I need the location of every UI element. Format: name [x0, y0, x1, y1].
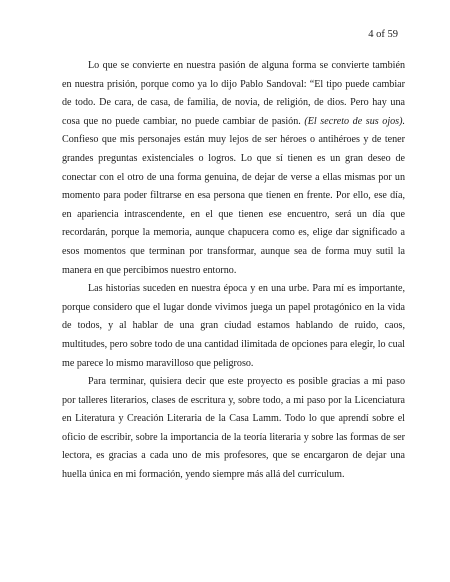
- page-number: 4 of 59: [368, 29, 398, 40]
- paragraph-closing: Para terminar, quisiera decir que este proyecto es posible gracias a mi paso por talleres literarios, clases de escritura y, sobre todo, a mi paso por la Licenciatura en Literatura y Creación Literaria de la Casa Lamm. Todo lo que aprendí sobre el oficio de escribir, sobre la importancia de la teoría literaria y sobre las formas de ser lectora, es gracias a cada uno de mis profesores, que se encargaron de dejar una huella única en mi formación, yendo siempre más allá del currículum.: [62, 376, 405, 481]
- film-title-citation: (El secreto de sus ojos).: [304, 115, 405, 127]
- paragraph-city: Las historias suceden en nuestra época y en una urbe. Para mí es importante, porque considero que el lugar donde vivimos juega un papel protagónico en la vida de todos, y al hablar de una gran ciudad estamos hablando de ruido, caos, multitudes, pero sobre todo de una cantidad ilimitada de opciones para elegir, lo cual me parece lo mismo maravilloso que peligroso.: [62, 283, 405, 369]
- paragraph-passion-text-start: Lo que se convierte en nuestra pasión de alguna forma se convierte también en nuestra prisión, porque como ya lo dijo Pablo Sandoval: “El tipo puede cambiar de todo. De cara, de casa, de familia, de novia, de religión, de dios. Pero hay una cosa que no puede cambiar, no puede cambiar de pasión.: [62, 60, 405, 127]
- paragraph-passion-text-end: Confieso que mis personajes están muy lejos de ser héroes o antihéroes y de tener grandes preguntas existenciales o logros. Lo que sí tienen es un gran deseo de conectar con el otro de una forma genuina, de dejar de verse a ellas mismas por un momento para poder filtrarse en esa persona que tienen en frente. Por ello, ese día, en apariencia intrascendente, en el que tienen ese encuentro, será un día que recordarán, porque la memoria, aunque chapucera como es, elige dar significado a esos momentos que terminan por transformar, aunque sea de forma muy sutil la manera en que percibimos nuestro entorno.: [62, 134, 405, 276]
- paragraph-passion: [62, 57, 405, 280]
- body-text: [62, 57, 405, 485]
